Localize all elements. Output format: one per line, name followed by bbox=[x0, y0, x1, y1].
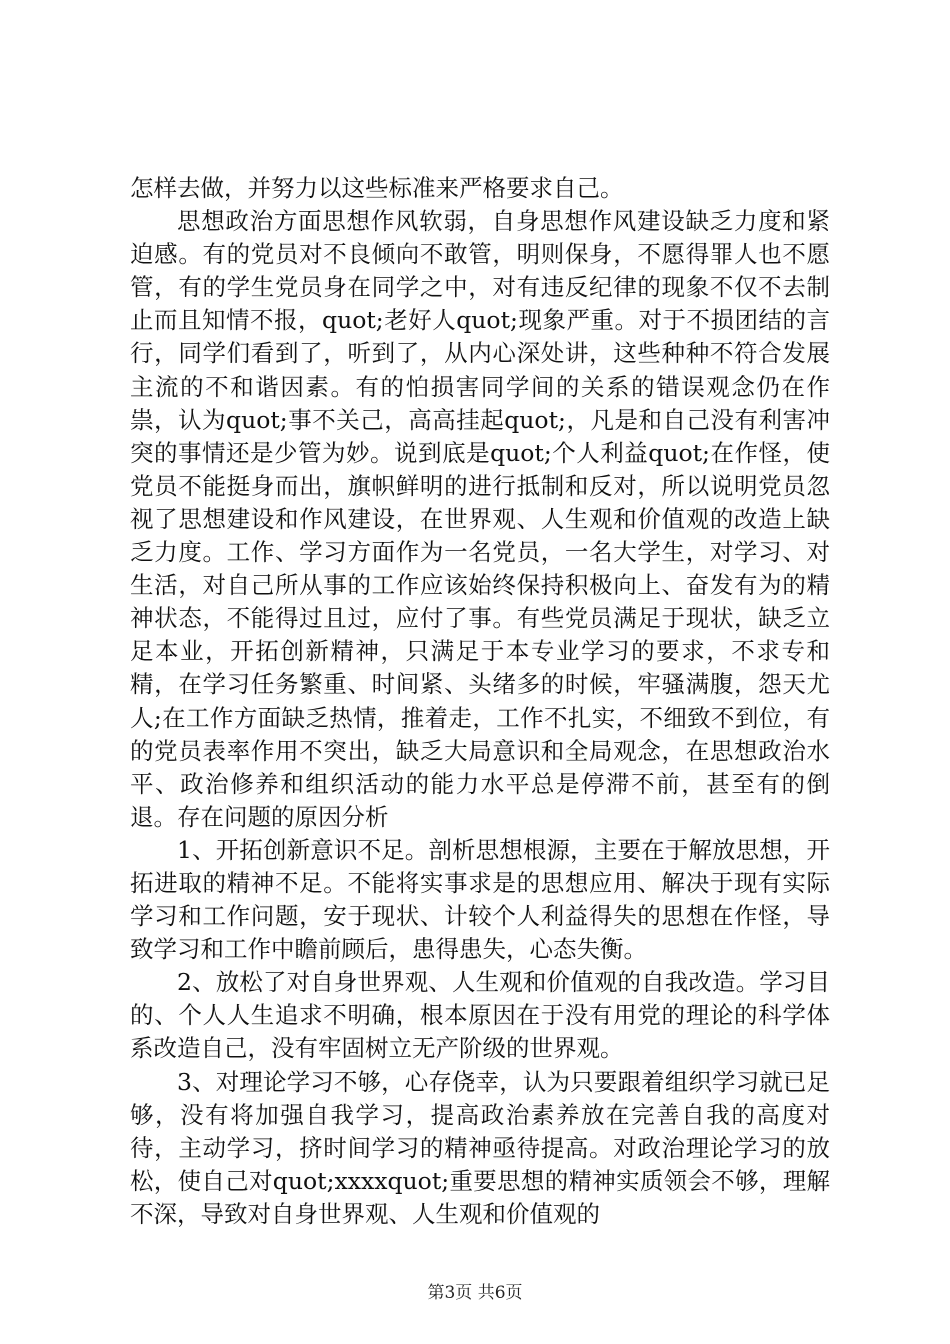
paragraph-continuation: 怎样去做，并努力以这些标准来严格要求自己。 bbox=[130, 174, 624, 202]
page-number-footer: 第3页 共6页 bbox=[427, 1283, 523, 1303]
paragraph-cause-3: 3、对理论学习不够，心存侥幸，认为只要跟着组织学习就已足够，没有将加强自我学习，提高政治素养放在完善自我的高度对待，主动学习，挤时间学习的精神亟待提高。对政治理论学习的放松，使自己对quot;xxxxquot;重要思想的精神实质领会不够，理解不深，导致对自身世界观、人生观和价值观的 bbox=[130, 1067, 830, 1228]
paragraph-cause-1: 1、开拓创新意识不足。剖析思想根源，主要在于解放思想，开拓进取的精神不足。不能将实事求是的思想应用、解决于现有实际学习和工作问题，安于现状、计较个人利益得失的思想在作怪，导致学习和工作中瞻前顾后，患得患失，心态失衡。 bbox=[130, 835, 830, 964]
paragraph-cause-2: 2、放松了对自身世界观、人生观和价值观的自我改造。学习目的、个人人生追求不明确，根本原因在于没有用党的理论的科学体系改造自己，没有牢固树立无产阶级的世界观。 bbox=[130, 968, 830, 1063]
document-body bbox=[130, 172, 830, 1231]
paragraph-ideology-style: 思想政治方面思想作风软弱，自身思想作风建设缺乏力度和紧迫感。有的党员对不良倾向不敢管，明则保身，不愿得罪人也不愿管，有的学生党员身在同学之中，对有违反纪律的现象不仅不去制止而且知情不报，quot;老好人quot;现象严重。对于不损团结的言行，同学们看到了，听到了，从内心深处讲，这些种种不符合发展主流的不和谐因素。有的怕损害同学间的关系的错误观念仍在作祟，认为quot;事不关己，高高挂起quot;，凡是和自己没有利害冲突的事情还是少管为妙。说到底是quot;个人利益quot;在作怪，使党员不能挺身而出，旗帜鲜明的进行抵制和反对，所以说明党员忽视了思想建设和作风建设，在世界观、人生观和价值观的改造上缺乏力度。工作、学习方面作为一名党员，一名大学生，对学习、对生活，对自己所从事的工作应该始终保持积极向上、奋发有为的精神状态，不能得过且过，应付了事。有些党员满足于现状，缺乏立足本业，开拓创新精神，只满足于本专业学习的要求，不求专和精，在学习任务繁重、时间紧、头绪多的时候，牢骚满腹，怨天尤人;在工作方面缺乏热情，推着走，工作不扎实，不细致不到位，有的党员表率作用不突出，缺乏大局意识和全局观念，在思想政治水平、政治修养和组织活动的能力水平总是停滞不前，甚至有的倒退。存在问题的原因分析 bbox=[130, 207, 830, 831]
